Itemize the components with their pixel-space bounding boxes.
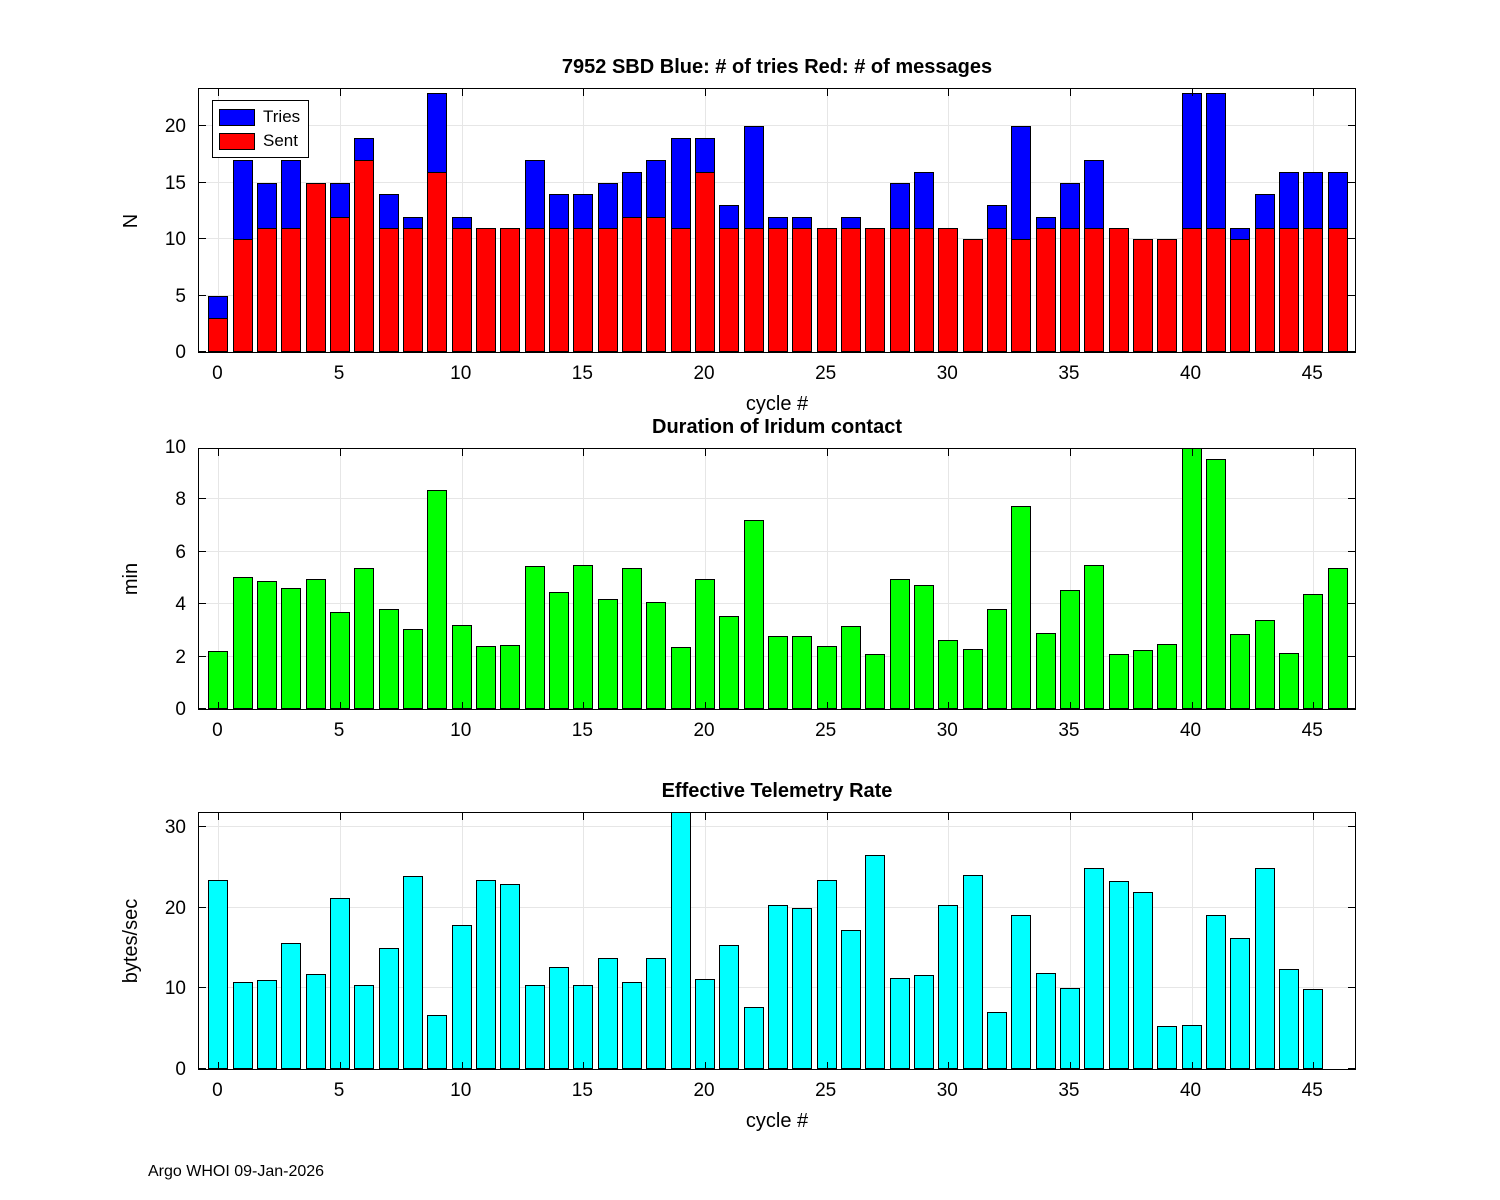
- y-tick: [199, 656, 206, 657]
- y-tick: [1348, 708, 1355, 709]
- bar-value: [1084, 868, 1104, 1069]
- y-tick: [1348, 498, 1355, 499]
- bar-sent: [549, 228, 569, 352]
- bar-value: [768, 636, 788, 709]
- bar-value: [257, 581, 277, 709]
- bar-sent: [817, 228, 837, 352]
- y-tick-label: 20: [164, 897, 186, 919]
- x-tick: [340, 813, 341, 820]
- bar-value: [208, 651, 228, 709]
- bar-value: [403, 876, 423, 1070]
- legend-swatch: [219, 133, 255, 150]
- bar-value: [1109, 654, 1129, 709]
- bar-value: [281, 588, 301, 709]
- y-tick: [1348, 987, 1355, 988]
- x-tick: [948, 449, 949, 456]
- bar-value: [452, 625, 472, 709]
- bar-value: [525, 985, 545, 1069]
- x-tick-label: 20: [693, 363, 715, 384]
- bar-value: [1230, 634, 1250, 709]
- y-tick: [1348, 603, 1355, 604]
- y-axis-label: N: [120, 213, 142, 228]
- bar-value: [1157, 644, 1177, 710]
- x-axis-label: cycle #: [745, 393, 809, 415]
- bar-value: [1133, 892, 1153, 1069]
- x-tick: [340, 702, 341, 709]
- bar-value: [1230, 938, 1250, 1069]
- bar-value: [525, 566, 545, 709]
- x-tick: [462, 813, 463, 820]
- bar-sent: [719, 228, 739, 352]
- bar-sent: [208, 318, 228, 352]
- y-tick-label: 0: [175, 699, 186, 720]
- chart-title-2: Duration of Iridum contact: [652, 416, 902, 438]
- bar-value: [573, 565, 593, 709]
- x-tick: [462, 1062, 463, 1069]
- x-tick: [948, 1062, 949, 1069]
- bar-sent: [233, 239, 253, 352]
- x-tick-label: 0: [212, 720, 223, 741]
- y-tick-label: 6: [175, 541, 186, 563]
- x-tick: [583, 702, 584, 709]
- bar-value: [865, 855, 885, 1069]
- bar-value: [671, 647, 691, 709]
- x-tick: [1192, 1062, 1193, 1069]
- bar-value: [379, 948, 399, 1069]
- bar-sent: [622, 217, 642, 352]
- bar-sent: [281, 228, 301, 352]
- bar-value: [646, 958, 666, 1069]
- bar-value: [1157, 1026, 1177, 1069]
- x-tick: [218, 449, 219, 456]
- y-tick: [1348, 295, 1355, 296]
- bar-sent: [695, 172, 715, 352]
- x-tick-label: 0: [212, 363, 223, 384]
- x-tick-label: 20: [693, 720, 715, 741]
- x-tick: [948, 702, 949, 709]
- bar-value: [1109, 881, 1129, 1069]
- bar-sent: [330, 217, 350, 352]
- y-tick-label: 10: [164, 229, 186, 251]
- x-tick: [340, 449, 341, 456]
- bar-value: [427, 1015, 447, 1069]
- bar-value: [306, 974, 326, 1069]
- bar-sent: [1230, 239, 1250, 352]
- chart-legend: [212, 100, 309, 158]
- x-tick-label: 40: [1179, 1080, 1202, 1101]
- x-tick: [218, 813, 219, 820]
- bar-value: [598, 599, 618, 709]
- bar-sent: [354, 160, 374, 352]
- bar-value: [622, 568, 642, 709]
- bar-value: [671, 812, 691, 1069]
- bar-value: [1011, 506, 1031, 709]
- x-tick: [1192, 813, 1193, 820]
- bar-value: [646, 602, 666, 709]
- legend-swatch: [219, 109, 255, 126]
- bar-value: [500, 645, 520, 709]
- x-tick: [218, 702, 219, 709]
- y-tick: [1348, 125, 1355, 126]
- x-tick: [1070, 89, 1071, 96]
- bar-value: [719, 616, 739, 709]
- x-tick: [1313, 813, 1314, 820]
- y-tick-label: 15: [164, 172, 186, 194]
- bar-sent: [1060, 228, 1080, 352]
- y-tick: [199, 551, 206, 552]
- bar-value: [476, 880, 496, 1069]
- bar-value: [354, 568, 374, 709]
- x-tick-label: 30: [936, 720, 958, 741]
- bar-sent: [525, 228, 545, 352]
- x-tick-label: 40: [1179, 720, 1202, 741]
- bar-sent: [768, 228, 788, 352]
- bar-value: [306, 579, 326, 709]
- bar-value: [379, 609, 399, 709]
- x-tick-label: 20: [693, 1080, 715, 1101]
- bar-value: [914, 975, 934, 1069]
- bar-value: [1060, 988, 1080, 1069]
- bar-value: [865, 654, 885, 709]
- x-tick-label: 15: [571, 720, 593, 741]
- bar-value: [1255, 620, 1275, 709]
- bar-sent: [476, 228, 496, 352]
- bar-sent: [1279, 228, 1299, 352]
- bar-value: [330, 898, 350, 1069]
- bar-value: [622, 982, 642, 1069]
- bar-value: [987, 609, 1007, 709]
- x-axis-label: cycle #: [745, 1110, 809, 1132]
- bar-value: [403, 629, 423, 709]
- y-tick-label: 10: [164, 437, 186, 458]
- bar-sent: [1206, 228, 1226, 352]
- bar-value: [938, 905, 958, 1069]
- bar-value: [1255, 868, 1275, 1069]
- y-tick: [199, 295, 206, 296]
- bar-sent: [987, 228, 1007, 352]
- y-tick: [1348, 1068, 1355, 1069]
- y-tick: [199, 826, 206, 827]
- bar-value: [476, 646, 496, 709]
- bar-sent: [744, 228, 764, 352]
- y-tick: [199, 125, 206, 126]
- x-tick: [705, 449, 706, 456]
- x-tick: [583, 449, 584, 456]
- bar-value: [549, 967, 569, 1069]
- bar-value: [1084, 565, 1104, 709]
- y-tick: [199, 987, 206, 988]
- chart-title-3: Effective Telemetry Rate: [661, 780, 893, 802]
- bar-sent: [306, 183, 326, 352]
- bar-sent: [573, 228, 593, 352]
- bar-value: [890, 978, 910, 1069]
- bar-sent: [1157, 239, 1177, 352]
- y-tick: [1348, 551, 1355, 552]
- x-tick: [1192, 449, 1193, 456]
- chart-panel-2: [120, 416, 1356, 741]
- bar-value: [500, 884, 520, 1069]
- x-tick: [705, 89, 706, 96]
- bar-value: [427, 490, 447, 709]
- y-tick-label: 4: [175, 594, 186, 616]
- x-tick-label: 10: [450, 720, 472, 741]
- y-tick: [1348, 182, 1355, 183]
- legend-item: [219, 129, 300, 153]
- x-tick: [218, 1062, 219, 1069]
- bar-value: [1182, 448, 1202, 709]
- x-tick-label: 25: [815, 1080, 837, 1101]
- x-tick-label: 45: [1301, 363, 1323, 384]
- bar-value: [914, 585, 934, 709]
- x-tick: [462, 89, 463, 96]
- x-tick: [1192, 702, 1193, 709]
- bar-value: [817, 646, 837, 709]
- bar-sent: [1328, 228, 1348, 352]
- bar-sent: [1182, 228, 1202, 352]
- x-tick: [705, 813, 706, 820]
- y-tick-label: 0: [175, 342, 186, 363]
- bar-sent: [1109, 228, 1129, 352]
- figure-footer: Argo WHOI 09-Jan-2026: [148, 1163, 325, 1180]
- legend-label: Sent: [263, 131, 298, 150]
- y-tick: [199, 1068, 206, 1069]
- bar-value: [1206, 459, 1226, 709]
- bar-value: [1206, 915, 1226, 1069]
- x-tick-label: 15: [571, 1080, 593, 1101]
- chart-title-1: 7952 SBD Blue: # of tries Red: # of messages: [561, 56, 993, 78]
- x-tick-label: 5: [333, 1080, 345, 1101]
- x-tick-label: 25: [815, 363, 837, 384]
- x-tick: [1192, 89, 1193, 96]
- y-axis-label: min: [120, 562, 142, 596]
- y-tick: [199, 182, 206, 183]
- x-tick: [340, 1062, 341, 1069]
- y-tick: [199, 238, 206, 239]
- y-tick: [1348, 907, 1355, 908]
- x-tick-label: 15: [571, 363, 593, 384]
- chart-panel-3: [120, 780, 1356, 1132]
- y-tick-label: 10: [164, 978, 186, 1000]
- x-tick: [1070, 449, 1071, 456]
- bar-value: [1011, 915, 1031, 1069]
- bar-sent: [841, 228, 861, 352]
- x-tick-label: 30: [936, 1080, 958, 1101]
- bar-value: [452, 925, 472, 1069]
- legend-label: Tries: [263, 107, 301, 126]
- y-tick: [1348, 656, 1355, 657]
- bar-sent: [500, 228, 520, 352]
- y-tick: [1348, 238, 1355, 239]
- x-tick: [705, 702, 706, 709]
- bar-value: [549, 592, 569, 709]
- y-tick: [199, 498, 206, 499]
- y-tick-label: 20: [164, 116, 186, 138]
- plot-area-2: [198, 448, 1356, 710]
- bar-value: [963, 875, 983, 1069]
- x-tick: [827, 702, 828, 709]
- bar-value: [1303, 594, 1323, 709]
- x-tick-label: 0: [212, 1080, 223, 1101]
- bar-sent: [427, 172, 447, 352]
- bar-value: [695, 979, 715, 1069]
- bar-value: [208, 880, 228, 1069]
- x-tick: [583, 813, 584, 820]
- bar-sent: [257, 228, 277, 352]
- bar-value: [354, 985, 374, 1069]
- bar-sent: [403, 228, 423, 352]
- bar-sent: [1084, 228, 1104, 352]
- x-tick: [583, 1062, 584, 1069]
- bar-value: [744, 520, 764, 709]
- bar-sent: [938, 228, 958, 352]
- x-tick-label: 25: [815, 720, 837, 741]
- bar-value: [841, 930, 861, 1069]
- bar-value: [695, 579, 715, 709]
- x-tick: [948, 813, 949, 820]
- x-tick-label: 5: [333, 720, 345, 741]
- bar-value: [1279, 969, 1299, 1069]
- x-tick: [1070, 1062, 1071, 1069]
- bar-value: [1060, 590, 1080, 709]
- plot-area-3: [198, 812, 1356, 1070]
- bar-sent: [671, 228, 691, 352]
- legend-item: [219, 105, 300, 129]
- x-tick-label: 30: [936, 363, 958, 384]
- bar-sent: [1036, 228, 1056, 352]
- x-tick: [1313, 449, 1314, 456]
- x-tick-label: 10: [450, 1080, 472, 1101]
- x-tick-label: 10: [450, 363, 472, 384]
- bar-value: [890, 579, 910, 709]
- bar-value: [768, 905, 788, 1069]
- y-tick-label: 5: [175, 285, 186, 307]
- y-tick: [199, 907, 206, 908]
- bar-sent: [646, 217, 666, 352]
- bar-value: [281, 943, 301, 1069]
- x-tick-label: 35: [1058, 363, 1080, 384]
- x-tick: [827, 449, 828, 456]
- bar-sent: [792, 228, 812, 352]
- y-tick-label: 2: [175, 646, 186, 668]
- bar-sent: [865, 228, 885, 352]
- bar-value: [598, 958, 618, 1069]
- x-tick-label: 35: [1058, 1080, 1080, 1101]
- bar-value: [792, 636, 812, 709]
- bar-value: [573, 985, 593, 1069]
- y-tick: [199, 351, 206, 352]
- bar-value: [1303, 989, 1323, 1069]
- bar-sent: [1255, 228, 1275, 352]
- x-tick: [1313, 702, 1314, 709]
- bar-sent: [914, 228, 934, 352]
- x-tick: [948, 89, 949, 96]
- bar-value: [1133, 650, 1153, 709]
- chart-panel-1: [120, 56, 1356, 415]
- bar-value: [233, 982, 253, 1069]
- bar-value: [1328, 568, 1348, 709]
- bar-value: [792, 908, 812, 1069]
- x-tick-label: 40: [1179, 363, 1202, 384]
- y-tick-label: 30: [164, 817, 186, 839]
- bar-sent: [452, 228, 472, 352]
- x-tick: [462, 449, 463, 456]
- x-tick: [827, 813, 828, 820]
- bar-value: [257, 980, 277, 1069]
- y-tick: [1348, 351, 1355, 352]
- bar-value: [841, 626, 861, 709]
- x-tick: [827, 89, 828, 96]
- x-tick-label: 5: [333, 363, 345, 384]
- x-tick-label: 45: [1301, 720, 1323, 741]
- x-tick: [1070, 813, 1071, 820]
- bar-value: [744, 1007, 764, 1069]
- bar-value: [817, 880, 837, 1069]
- bar-sent: [890, 228, 910, 352]
- x-tick: [462, 702, 463, 709]
- bar-value: [987, 1012, 1007, 1069]
- gridline-horizontal: [199, 826, 1355, 827]
- bar-value: [1036, 973, 1056, 1069]
- plot-area-1: [198, 88, 1356, 353]
- bar-value: [719, 945, 739, 1069]
- x-tick: [1313, 89, 1314, 96]
- bar-sent: [1303, 228, 1323, 352]
- x-tick: [1313, 1062, 1314, 1069]
- bar-sent: [1011, 239, 1031, 352]
- bar-sent: [963, 239, 983, 352]
- bar-sent: [379, 228, 399, 352]
- x-tick: [340, 89, 341, 96]
- x-tick: [583, 89, 584, 96]
- y-tick: [199, 708, 206, 709]
- y-tick-label: 0: [175, 1059, 186, 1080]
- bar-value: [1036, 633, 1056, 709]
- bar-value: [963, 649, 983, 709]
- x-tick: [705, 1062, 706, 1069]
- bar-value: [233, 577, 253, 709]
- y-axis-label: bytes/sec: [120, 898, 142, 984]
- x-tick: [827, 1062, 828, 1069]
- x-tick-label: 45: [1301, 1080, 1323, 1101]
- y-tick: [199, 603, 206, 604]
- bar-value: [1279, 653, 1299, 709]
- y-tick: [1348, 826, 1355, 827]
- bar-sent: [1133, 239, 1153, 352]
- bar-sent: [598, 228, 618, 352]
- bar-value: [938, 640, 958, 709]
- bar-value: [330, 612, 350, 709]
- y-tick-label: 8: [175, 489, 186, 511]
- x-tick: [218, 89, 219, 96]
- x-tick-label: 35: [1058, 720, 1080, 741]
- x-tick: [1070, 702, 1071, 709]
